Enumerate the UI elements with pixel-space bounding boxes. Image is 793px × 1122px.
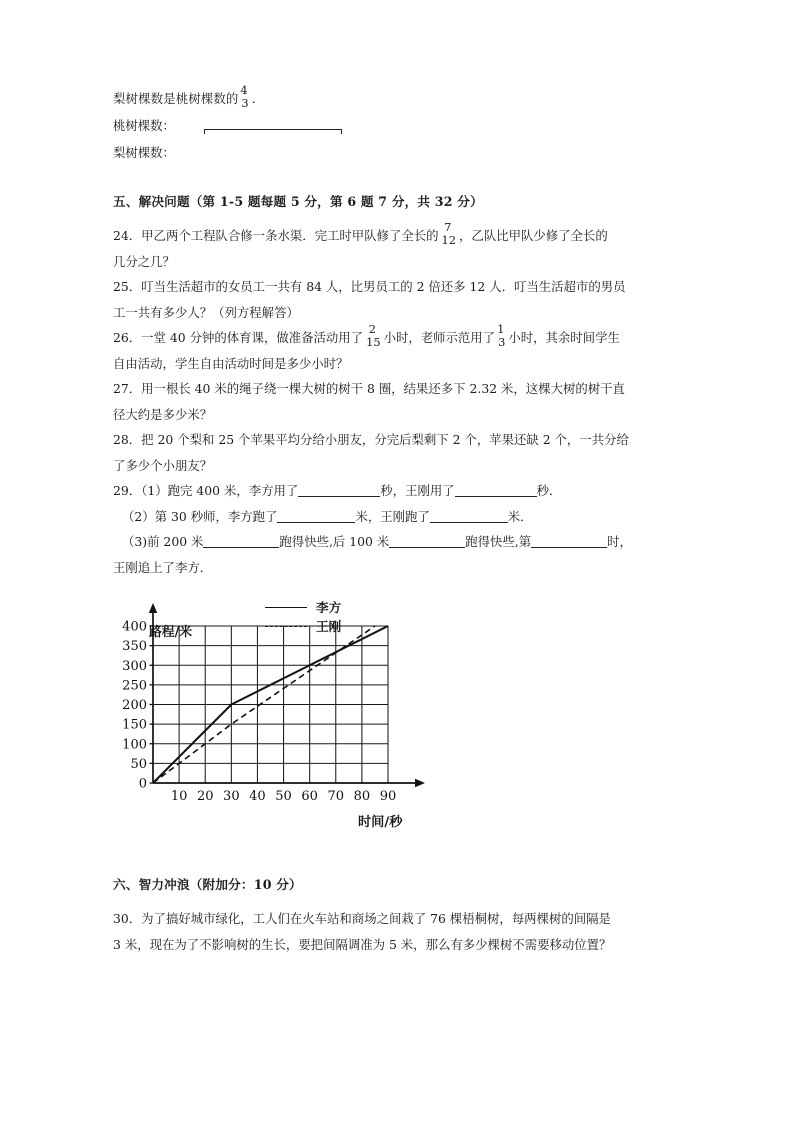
question-29-sub3-d: 时， bbox=[607, 534, 632, 549]
carryover-statement bbox=[113, 83, 683, 111]
chart-gridlines bbox=[153, 626, 388, 783]
question-29-sub2 bbox=[113, 504, 683, 530]
question-29-sub3-line2: 王刚追上了李方． bbox=[113, 559, 213, 575]
svg-text:70: 70 bbox=[327, 789, 345, 804]
question-27-line1 bbox=[113, 376, 683, 402]
question-26-part-a: 一堂 40 分钟的体育课，做准备活动用了 bbox=[141, 330, 364, 345]
answer-blank-29-2-1[interactable] bbox=[277, 509, 355, 523]
fraction-1-3: 1 3 bbox=[497, 322, 506, 349]
question-30-number: 30． bbox=[113, 911, 142, 926]
svg-text:200: 200 bbox=[122, 698, 147, 714]
section-five-heading: 五、解决问题（第 1-5 题每题 5 分，第 6 题 7 分，共 32 分） bbox=[113, 194, 483, 209]
question-29-sub1 bbox=[113, 478, 683, 504]
question-24-line2: 几分之几？ bbox=[113, 253, 175, 269]
question-29-sub3 bbox=[113, 529, 683, 555]
question-26-number: 26． bbox=[113, 330, 142, 345]
question-29-number: 29． bbox=[113, 483, 142, 498]
svg-text:90: 90 bbox=[379, 789, 397, 804]
bracket-left-cap bbox=[204, 129, 205, 134]
section-six-heading: 六、智力冲浪（附加分：10 分） bbox=[113, 877, 302, 892]
svg-text:150: 150 bbox=[122, 717, 147, 733]
fraction-4-3: 4 3 bbox=[240, 83, 249, 110]
legend-label-lifang: 李方 bbox=[316, 600, 342, 615]
question-25-line2: 工一共有多少人？（列方程解答） bbox=[113, 304, 299, 320]
svg-text:50: 50 bbox=[275, 789, 292, 804]
svg-text:40: 40 bbox=[249, 789, 266, 804]
svg-text:60: 60 bbox=[301, 789, 318, 804]
page-content bbox=[113, 83, 683, 997]
svg-text:100: 100 bbox=[122, 737, 147, 753]
question-27-number: 27． bbox=[113, 381, 142, 396]
pear-count-label: 梨树棵数： bbox=[113, 145, 175, 160]
question-29-sub3-a: （3)前 200 米 bbox=[122, 534, 204, 549]
svg-text:50: 50 bbox=[130, 756, 147, 772]
question-26-part-b: 小时，老师示范用了 bbox=[383, 330, 496, 345]
question-24 bbox=[113, 220, 683, 249]
question-29-sub2-c: 米． bbox=[507, 508, 533, 524]
svg-text:0: 0 bbox=[138, 776, 147, 792]
question-27-text1: 用一根长 40 米的绳子绕一棵大树的树干 8 圈，结果还多下 2.32 米，这棵大树的树干直 bbox=[141, 381, 625, 396]
question-29-sub3-b: 跑得快些,后 100 米 bbox=[279, 534, 390, 549]
chart-x-axis-label: 时间/秒 bbox=[358, 815, 403, 830]
question-29-sub3-c: 跑得快些,第 bbox=[465, 534, 532, 549]
page-bottom-spacer bbox=[113, 957, 683, 997]
question-30-line2: 3 米，现在为了不影响树的生长，要把间隔调准为 5 米，那么有多少棵树不需要移动位置？ bbox=[113, 936, 612, 952]
question-28-number: 28． bbox=[113, 432, 142, 447]
distance-time-chart bbox=[113, 598, 443, 848]
answer-blank-29-1-1[interactable] bbox=[298, 483, 380, 497]
question-25-text1: 叮当生活超市的女员工一共有 84 人，比男员工的 2 倍还多 12 人．叮当生活超市的男员 bbox=[141, 279, 626, 294]
question-29-sub2-b: 米，王刚跑了 bbox=[355, 508, 430, 524]
carryover-statement-prefix: 梨树棵数是桃树棵数的 bbox=[113, 91, 239, 106]
answer-blank-29-3-3[interactable] bbox=[531, 534, 607, 548]
question-24-number: 24． bbox=[113, 228, 142, 243]
svg-text:80: 80 bbox=[353, 789, 371, 804]
question-26-line2: 自由活动，学生自由活动时间是多少小时？ bbox=[113, 355, 349, 371]
pear-count-row bbox=[113, 138, 683, 165]
question-29-sub1-c: 秒． bbox=[536, 483, 562, 498]
svg-text:400: 400 bbox=[122, 619, 147, 635]
legend-label-wanggang: 王刚 bbox=[316, 619, 342, 634]
chart-y-tick-labels bbox=[122, 620, 147, 792]
svg-text:10: 10 bbox=[170, 789, 188, 804]
question-25-line1 bbox=[113, 274, 683, 300]
chart-plot-svg bbox=[113, 598, 443, 848]
fraction-2-15: 2 15 bbox=[366, 322, 381, 349]
chart-axes bbox=[149, 603, 425, 787]
svg-text:250: 250 bbox=[122, 678, 147, 694]
svg-text:20: 20 bbox=[196, 789, 214, 804]
question-24-part-a: 甲乙两个工程队合修一条水渠．完工时甲队修了全长的 bbox=[141, 228, 439, 243]
question-28-line2: 了多少个小朋友？ bbox=[113, 457, 213, 473]
question-25-number: 25． bbox=[113, 279, 142, 294]
answer-blank-29-2-2[interactable] bbox=[430, 509, 508, 523]
answer-blank-29-1-2[interactable] bbox=[455, 483, 537, 497]
question-28-text1: 把 20 个梨和 25 个苹果平均分给小朋友，分完后梨剩下 2 个，苹果还缺 2 个，一共分给 bbox=[141, 432, 629, 447]
svg-text:30: 30 bbox=[223, 789, 240, 804]
question-28-line1 bbox=[113, 427, 683, 453]
chart-x-tick-labels bbox=[171, 789, 396, 804]
answer-blank-29-3-2[interactable] bbox=[389, 534, 465, 548]
fraction-7-12: 7 12 bbox=[441, 220, 457, 247]
peach-count-row bbox=[113, 111, 683, 138]
carryover-statement-suffix: ． bbox=[251, 91, 265, 106]
question-27-line2: 径大约是多少米？ bbox=[113, 406, 213, 422]
chart-y-axis-label: 路程/米 bbox=[149, 625, 193, 640]
question-26-part-c: 小时，其余时间学生 bbox=[508, 330, 620, 345]
bracket-right-cap bbox=[341, 129, 342, 134]
question-29-sub2-a: （2）第 30 秒师，李方跑了 bbox=[122, 508, 278, 524]
question-30-line1 bbox=[113, 906, 683, 932]
question-29-sub1-b: 秒，王刚用了 bbox=[380, 483, 455, 498]
svg-text:300: 300 bbox=[122, 658, 147, 674]
question-29-sub1-a: （1）跑完 400 米，李方用了 bbox=[141, 483, 299, 498]
question-30-text1: 为了搞好城市绿化，工人们在火车站和商场之间栽了 76 棵梧桐树，每两棵树的间隔是 bbox=[141, 911, 611, 926]
peach-bar-diagram bbox=[204, 124, 342, 134]
question-26-line1 bbox=[113, 322, 683, 351]
peach-count-label: 桃树棵数： bbox=[113, 118, 175, 133]
answer-blank-29-3-1[interactable] bbox=[203, 534, 279, 548]
question-24-part-b: ，乙队比甲队少修了全长的 bbox=[459, 228, 608, 243]
svg-text:350: 350 bbox=[122, 639, 147, 655]
